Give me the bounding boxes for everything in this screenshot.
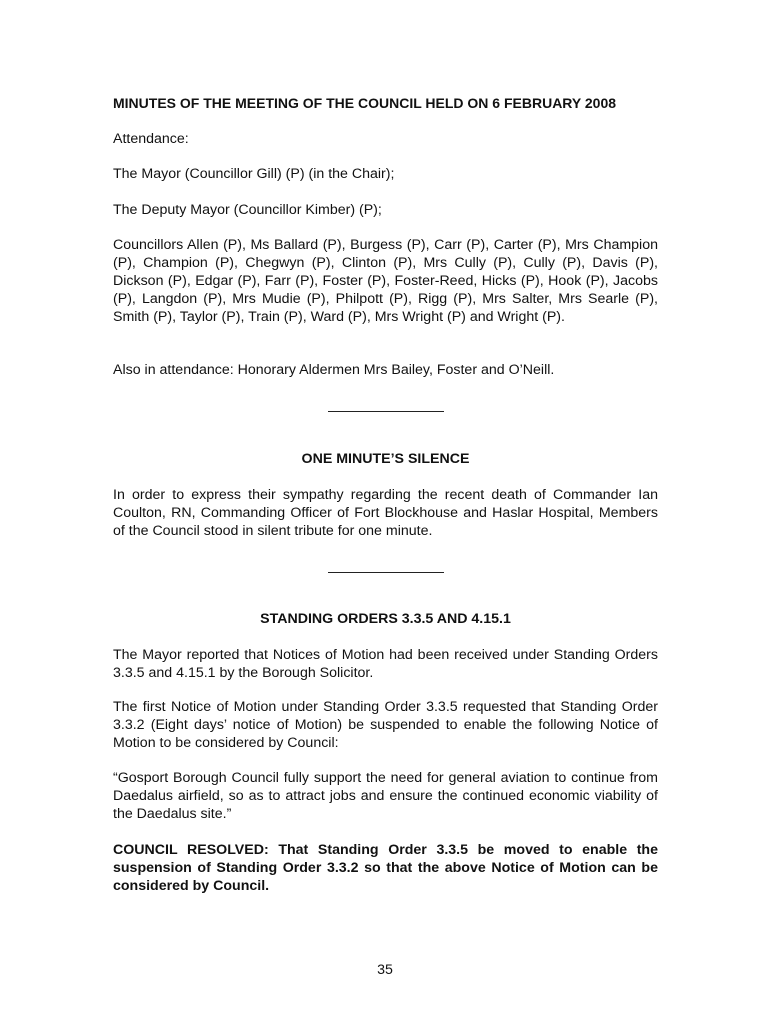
standing-orders-paragraph-1: The Mayor reported that Notices of Motion had been received under Standing Orders 3.3.5 and 4.15.1 by the Borough Solicitor. — [113, 647, 658, 681]
attendance-label: Attendance: — [113, 131, 189, 147]
section-heading-standing-orders: STANDING ORDERS 3.3.5 AND 4.15.1 — [260, 611, 511, 627]
section-heading-silence: ONE MINUTE’S SILENCE — [301, 451, 470, 467]
section-divider — [328, 572, 444, 573]
silence-paragraph: In order to express their sympathy regarding the recent death of Commander Ian Coulton, RN, Commanding Officer of Fort Blockhouse and Haslar Hospital, Members of the Council stood in silent tribute for one minute. — [113, 487, 658, 539]
deputy-mayor-line: The Deputy Mayor (Councillor Kimber) (P); — [113, 202, 382, 218]
standing-orders-paragraph-2: The first Notice of Motion under Standing Order 3.3.5 requested that Standing Order 3.3.2 (Eight days’ notice of Motion) be suspended to enable the following Notice of Motion to be considered by Council: — [113, 699, 658, 751]
council-resolution: COUNCIL RESOLVED: That Standing Order 3.3.5 be moved to enable the suspension of Standing Order 3.3.2 so that the above Notice of Motion can be considered by Council. — [113, 842, 658, 894]
councillors-paragraph: Councillors Allen (P), Ms Ballard (P), Burgess (P), Carr (P), Carter (P), Mrs Champion (P), Champion (P), Chegwyn (P), Clinton (P), Mrs Cully (P), Cully (P), Davis (P), Dickson (P), Edgar (P), Farr (P), Foster (P), Foster-Reed, Hicks (P), Hook (P), Jacobs (P), Langdon (P), Mrs Mudie (P), Philpott (P), Rigg (P), Mrs Salter, Mrs Searle (P), Smith (P), Taylor (P), Train (P), Ward (P), Mrs Wright (P) and Wright (P). — [113, 237, 658, 325]
notice-of-motion-quote: “Gosport Borough Council fully support the need for general aviation to continue from Daedalus airfield, so as to attract jobs and ensure the continued economic viability of the Daedalus site.” — [113, 770, 658, 822]
page-title: MINUTES OF THE MEETING OF THE COUNCIL HELD ON 6 FEBRUARY 2008 — [113, 95, 617, 111]
section-divider — [328, 411, 444, 412]
mayor-line: The Mayor (Councillor Gill) (P) (in the Chair); — [113, 166, 395, 182]
page-number: 35 — [377, 962, 393, 978]
also-in-attendance: Also in attendance: Honorary Aldermen Mrs Bailey, Foster and O’Neill. — [113, 362, 555, 378]
